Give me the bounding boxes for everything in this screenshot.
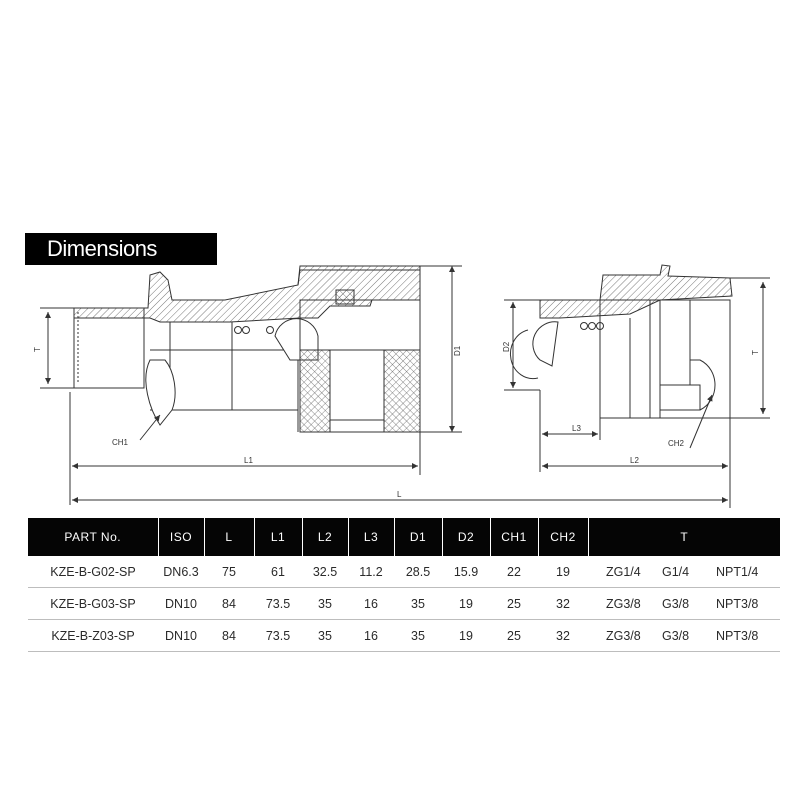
cell-l1: 73.5 <box>254 588 302 620</box>
header-l2: L2 <box>302 518 348 556</box>
cell-iso: DN10 <box>158 620 204 652</box>
cell-d2: 19 <box>442 620 490 652</box>
cell-t-npt: NPT1/4 <box>716 564 759 579</box>
cell-l2: 32.5 <box>302 556 348 588</box>
cell-t <box>588 620 780 652</box>
cell-iso: DN6.3 <box>158 556 204 588</box>
label-l1: L1 <box>244 456 253 465</box>
label-ch1: CH1 <box>112 438 129 447</box>
cell-ch1: 22 <box>490 556 538 588</box>
header-l: L <box>204 518 254 556</box>
cell-d1: 28.5 <box>394 556 442 588</box>
label-l3: L3 <box>572 424 581 433</box>
cell-t-g: G1/4 <box>662 564 690 579</box>
table-row <box>28 620 780 652</box>
label-l2: L2 <box>630 456 639 465</box>
cell-ch2: 32 <box>538 620 588 652</box>
cell-l1: 73.5 <box>254 620 302 652</box>
cell-l2: 35 <box>302 620 348 652</box>
cell-d1: 35 <box>394 620 442 652</box>
cell-part-no: KZE-B-Z03-SP <box>28 620 158 652</box>
cell-l: 84 <box>204 620 254 652</box>
cell-ch2: 19 <box>538 556 588 588</box>
cell-l: 75 <box>204 556 254 588</box>
dimensions-table <box>28 518 780 652</box>
cell-part-no: KZE-B-G03-SP <box>28 588 158 620</box>
header-ch2: CH2 <box>538 518 588 556</box>
label-t-right: T <box>751 350 760 355</box>
cell-t-zg: ZG3/8 <box>606 628 641 643</box>
header-l1: L1 <box>254 518 302 556</box>
left-coupling-drawing <box>40 266 462 505</box>
header-ch1: CH1 <box>490 518 538 556</box>
cell-t <box>588 556 780 588</box>
label-d2: D2 <box>502 341 511 352</box>
cell-d2: 15.9 <box>442 556 490 588</box>
cell-l1: 61 <box>254 556 302 588</box>
cell-t-g: G3/8 <box>662 596 690 611</box>
cell-l3: 16 <box>348 620 394 652</box>
table-row <box>28 588 780 620</box>
header-l3: L3 <box>348 518 394 556</box>
label-t-left: T <box>33 347 42 352</box>
cell-t-npt: NPT3/8 <box>716 596 759 611</box>
cell-ch1: 25 <box>490 588 538 620</box>
cell-l2: 35 <box>302 588 348 620</box>
label-l: L <box>397 490 402 499</box>
table-header-row <box>28 518 780 556</box>
banner-title: Dimensions <box>47 236 157 261</box>
cell-part-no: KZE-B-G02-SP <box>28 556 158 588</box>
header-d1: D1 <box>394 518 442 556</box>
cell-t-zg: ZG3/8 <box>606 596 641 611</box>
label-ch2: CH2 <box>668 439 685 448</box>
cell-l: 84 <box>204 588 254 620</box>
cell-t-zg: ZG1/4 <box>606 564 641 579</box>
header-iso: ISO <box>158 518 204 556</box>
table-row <box>28 556 780 588</box>
header-d2: D2 <box>442 518 490 556</box>
cell-ch1: 25 <box>490 620 538 652</box>
cell-d1: 35 <box>394 588 442 620</box>
cell-ch2: 32 <box>538 588 588 620</box>
cell-iso: DN10 <box>158 588 204 620</box>
header-t: T <box>588 518 780 556</box>
cell-d2: 19 <box>442 588 490 620</box>
cell-t-g: G3/8 <box>662 628 690 643</box>
cell-t <box>588 588 780 620</box>
label-d1: D1 <box>453 345 462 356</box>
header-part-no: PART No. <box>28 518 158 556</box>
cell-l3: 11.2 <box>348 556 394 588</box>
cell-t-npt: NPT3/8 <box>716 628 759 643</box>
cell-l3: 16 <box>348 588 394 620</box>
